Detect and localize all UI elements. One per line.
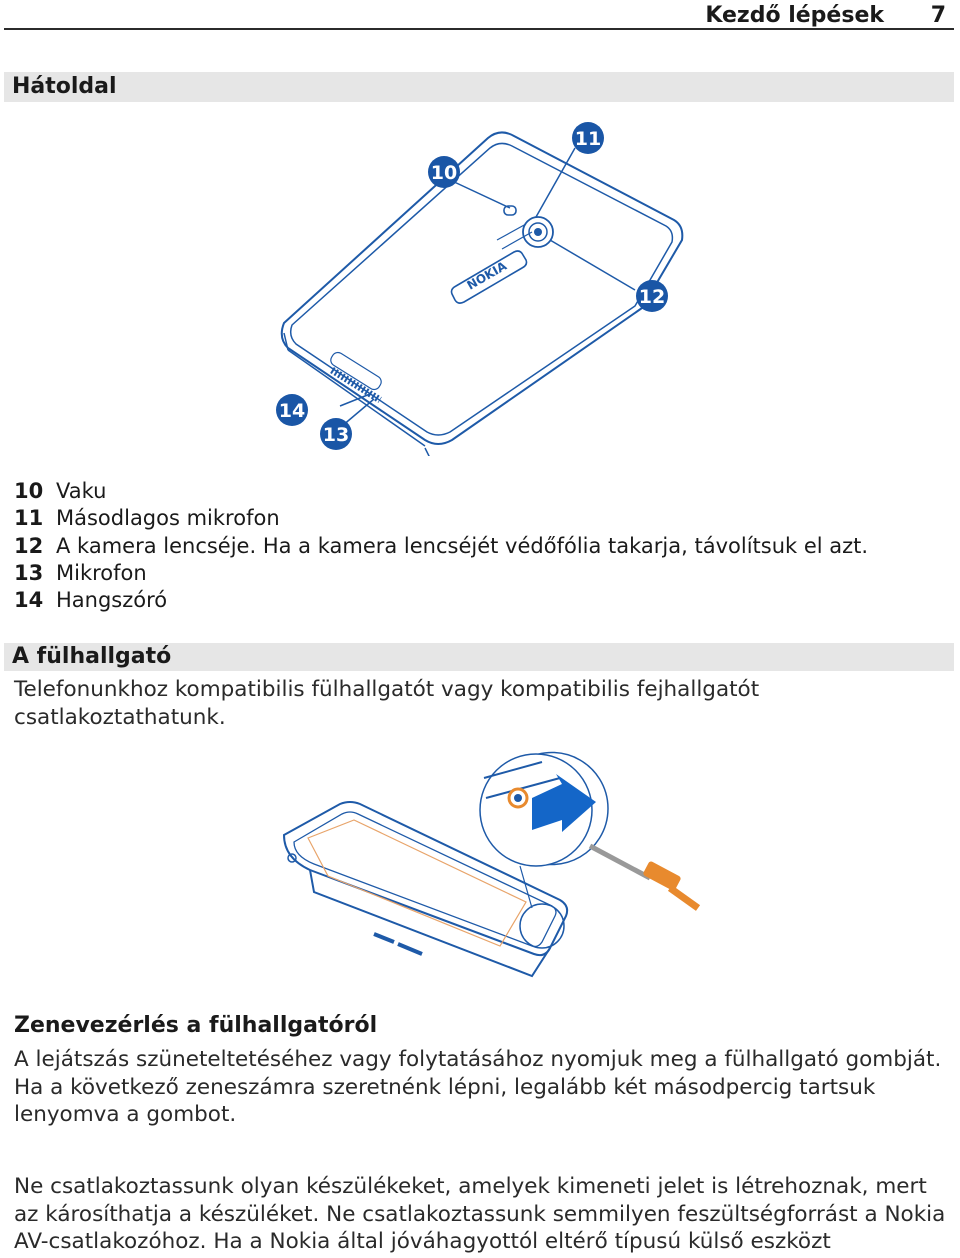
svg-text:13: 13 — [322, 424, 350, 446]
legend-item: 14 Hangszóró — [14, 588, 168, 613]
music-control-paragraph: A lejátszás szüneteltetéséhez vagy folytatásához nyomjuk meg a fülhallgató gombját. Ha a következő zeneszámra szeretnénk lépni, legalább két másodpercig tartsuk lenyomva a gombot. — [14, 1047, 942, 1127]
section-title: Kezdő lépések — [705, 3, 884, 28]
legend-item: 13 Mikrofon — [14, 560, 147, 585]
warning-paragraph: Ne csatlakoztassunk olyan készülékeket, amelyek kimeneti jelet is létrehoznak, mert az károsíthatja a készüléket. Ne csatlakoztassunk semmilyen feszültségforrást a Nokia AV-csatlakozóhoz. Ha a Nokia által jóváhagyottól eltérő típusú külső eszközt — [14, 1174, 946, 1254]
headset-paragraph: Telefonunkhoz kompatibilis fülhallgatót vagy kompatibilis fejhallgatót csatlakoztathatunk. — [14, 677, 760, 730]
section-heading-headset: A fülhallgató — [4, 643, 954, 671]
legend-item: 12 A kamera lencséje. Ha a kamera lencséjét védőfólia takarja, távolítsuk el azt. — [14, 533, 869, 558]
legend-item: 11 Másodlagos mikrofon — [14, 506, 280, 531]
callout-10 — [428, 156, 460, 188]
headset-plug-icon — [590, 846, 698, 908]
legend-item: 10 Vaku — [14, 479, 107, 503]
svg-text:11: 11 — [574, 128, 602, 150]
callout-12 — [636, 280, 668, 312]
nokia-logo: NOKIA — [464, 258, 509, 293]
callout-11 — [572, 122, 604, 154]
back-legend — [14, 478, 868, 614]
header-rule — [4, 28, 954, 30]
section-heading-back: Hátoldal — [4, 72, 954, 102]
svg-text:14: 14 — [278, 400, 306, 422]
callout-14 — [276, 394, 308, 426]
music-control-heading: Zenevezérlés a fülhallgatóról — [14, 1013, 378, 1038]
phone-back-illustration — [270, 118, 700, 456]
svg-text:12: 12 — [638, 286, 666, 308]
headset-connection-illustration — [270, 750, 700, 990]
svg-text:10: 10 — [430, 162, 458, 184]
page-header — [0, 0, 960, 32]
page-number: 7 — [930, 3, 946, 28]
callout-13 — [320, 418, 352, 450]
